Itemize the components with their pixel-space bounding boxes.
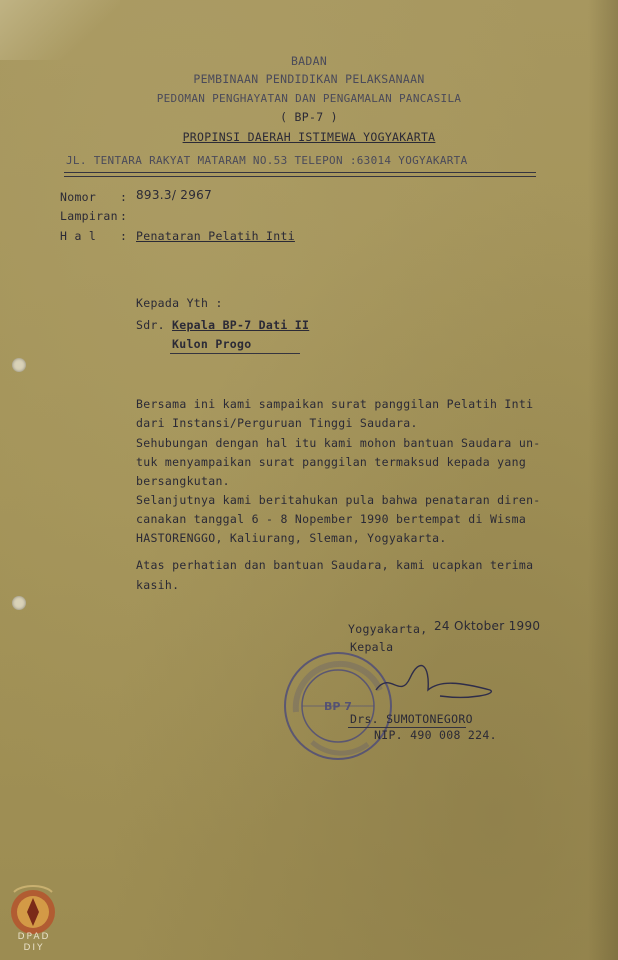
recipient-place: Kulon Progo: [172, 337, 252, 351]
archive-logo-text: DPAD DIY: [17, 932, 51, 953]
recipient-title: Kepala BP-7 Dati II: [172, 318, 310, 332]
punch-hole: [12, 358, 26, 372]
body-line: Bersama ini kami sampaikan surat panggilan Pelatih Inti: [136, 397, 534, 411]
signature-nip: NIP. 490 008 224.: [374, 728, 497, 742]
recipient-underline: [170, 353, 300, 354]
paper-edge-shadow: [588, 0, 618, 960]
letterhead-line-1: BADAN: [290, 54, 328, 68]
letterhead-line-3: PEDOMAN PENGHAYATAN DAN PENGAMALAN PANCASILA: [156, 92, 462, 105]
punch-hole: [12, 596, 26, 610]
hal-value: Penataran Pelatih Inti: [136, 229, 295, 243]
body-line: Atas perhatian dan bantuan Saudara, kami ucapkan terima: [136, 558, 534, 572]
body-line: bersangkutan.: [136, 474, 230, 488]
letterhead-line-4: ( BP-7 ): [280, 110, 338, 124]
handwritten-signature: [370, 660, 510, 710]
nomor-label: Nomor: [60, 190, 97, 204]
body-line: tuk menyampaikan surat panggilan termaksud kepada yang: [136, 455, 527, 469]
body-line: kasih.: [136, 578, 180, 592]
signature-date: 24 Oktober 1990: [434, 619, 541, 633]
signature-name: Drs. SUMOTONEGORO: [350, 712, 473, 726]
body-line: canakan tanggal 6 - 8 Nopember 1990 bertempat di Wisma: [136, 512, 527, 526]
letterhead-line-2: PEMBINAAN PENDIDIKAN PELAKSANAAN: [193, 72, 425, 86]
paper-fold-shadow: [0, 0, 120, 60]
signature-place: Yogyakarta,: [348, 622, 428, 636]
nomor-value: 893.3/ 2967: [136, 188, 213, 202]
body-line: dari Instansi/Perguruan Tinggi Saudara.: [136, 416, 418, 430]
letterhead-rule-1: [64, 172, 536, 173]
recipient-prefix: Sdr.: [136, 318, 165, 332]
letterhead-line-5: PROPINSI DAERAH ISTIMEWA YOGYAKARTA: [182, 130, 436, 144]
body-line: HASTORENGGO, Kaliurang, Sleman, Yogyakarta.: [136, 531, 447, 545]
letterhead-rule-2: [64, 176, 536, 177]
lampiran-label: Lampiran: [60, 209, 118, 223]
recipient-greeting: Kepada Yth :: [136, 296, 223, 310]
hal-colon: :: [120, 229, 128, 243]
letterhead-address: JL. TENTARA RAKYAT MATARAM NO.53 TELEPON :63014 YOGYAKARTA: [66, 154, 468, 167]
lampiran-colon: :: [120, 209, 128, 223]
signature-position: Kepala: [350, 640, 394, 654]
body-line: Sehubungan dengan hal itu kami mohon bantuan Saudara un-: [136, 436, 541, 450]
nomor-colon: :: [120, 190, 128, 204]
hal-label: H a l: [60, 229, 97, 243]
stamp-center-text: BP 7: [324, 700, 352, 713]
body-line: Selanjutnya kami beritahukan pula bahwa penataran diren-: [136, 493, 541, 507]
